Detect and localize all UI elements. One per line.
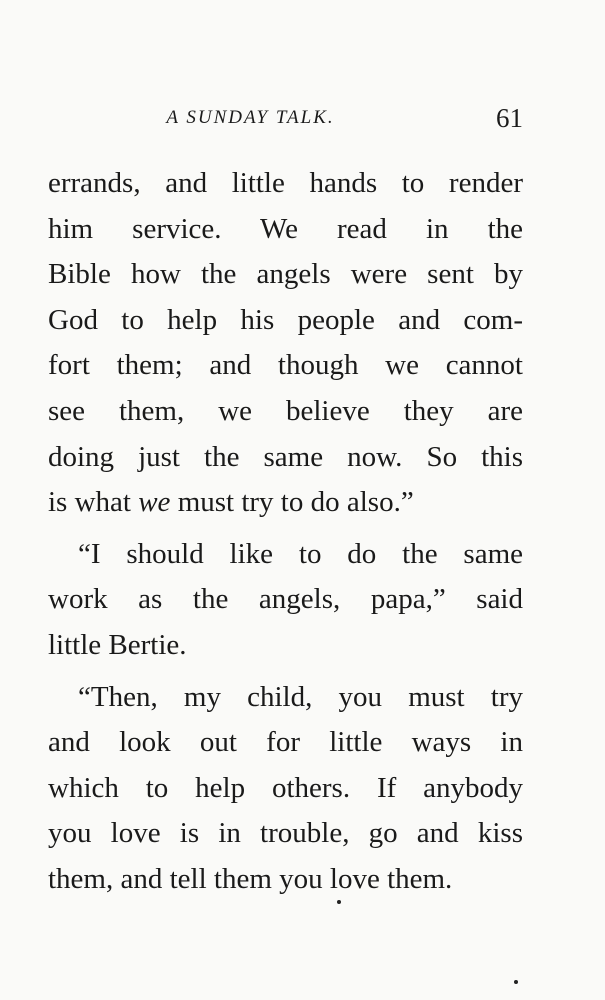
paragraph-2: [48, 532, 523, 669]
text-line: Bible how the angels were sent by: [48, 258, 523, 291]
text-line: fort them; and though we cannot: [48, 349, 523, 382]
text-fragment: is what: [48, 486, 139, 519]
text-line: them, and tell them you love them.: [48, 862, 453, 895]
text-line: him service. We read in the: [48, 212, 523, 245]
text-line: little Bertie.: [48, 628, 187, 661]
text-line: work as the angels, papa,” said: [48, 583, 523, 616]
text-line: which to help others. If anybody: [48, 771, 523, 804]
text-line: “I should like to do the same: [78, 537, 523, 570]
paragraph-1: [48, 161, 523, 526]
text-line: you love is in trouble, go and kiss: [48, 817, 523, 850]
text-line: “Then, my child, you must try: [78, 680, 523, 713]
print-speck: [337, 900, 341, 904]
text-line: and look out for little ways in: [48, 726, 523, 759]
text-fragment: must try to do also.”: [170, 486, 414, 519]
text-line: God to help his people and com-: [48, 303, 523, 336]
page-number: 61: [496, 103, 523, 133]
running-title: A SUNDAY TALK.: [166, 107, 335, 128]
text-line: see them, we believe they are: [48, 394, 523, 427]
text-line-final: [48, 480, 523, 526]
emphasis-word: we: [138, 486, 171, 519]
print-speck: [514, 980, 518, 984]
running-head: [48, 100, 523, 136]
text-line: errands, and little hands to render: [48, 167, 523, 199]
paragraph-3: [48, 675, 523, 903]
body-text: [48, 161, 523, 903]
text-line: doing just the same now. So this: [48, 440, 523, 473]
